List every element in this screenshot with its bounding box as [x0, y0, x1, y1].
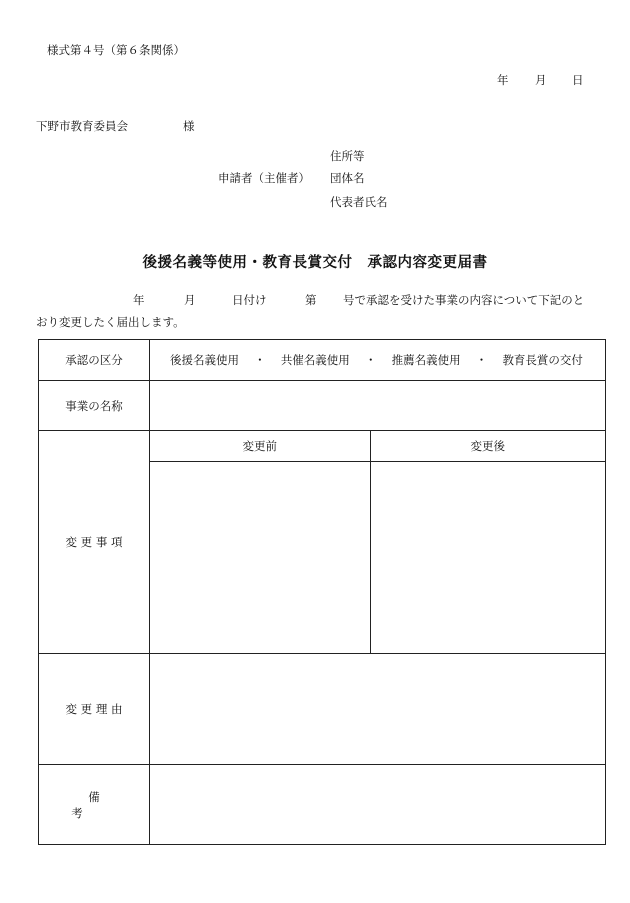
- reason-field[interactable]: [150, 654, 606, 765]
- remarks-field[interactable]: [150, 765, 606, 845]
- approval-type-koen[interactable]: 後援名義使用: [170, 353, 239, 367]
- body-month: 月: [184, 293, 196, 307]
- changes-content-row: [150, 462, 605, 654]
- changes-cell: [150, 431, 606, 654]
- changes-label: 変 更 事 項: [39, 431, 150, 654]
- approval-type-suisen[interactable]: 推薦名義使用: [391, 353, 461, 367]
- remarks-label-cell: [39, 765, 150, 845]
- changes-header-row: [150, 431, 605, 462]
- applicant-representative-label: 代表者氏名: [330, 195, 388, 209]
- body-dai: 第: [305, 293, 317, 307]
- changes-inner-table: [150, 431, 605, 653]
- before-header: 変更前: [150, 431, 370, 462]
- date-year-label: 年: [497, 73, 509, 87]
- approval-type-kyoikuchosho[interactable]: 教育長賞の交付: [502, 353, 583, 367]
- approval-types: [150, 352, 605, 368]
- before-field[interactable]: [150, 462, 370, 654]
- recipient-suffix: 様: [183, 119, 195, 133]
- separator-dot: ・: [254, 353, 266, 367]
- applicant-organization-label: 団体名: [330, 171, 365, 185]
- approval-type-kyosai[interactable]: 共催名義使用: [280, 353, 350, 367]
- body-dated: 日付け: [232, 293, 267, 307]
- body-line1-rest: 号で承認を受けた事業の内容について下記のと: [343, 293, 585, 307]
- after-field[interactable]: [370, 462, 605, 654]
- date-month-label: 月: [535, 73, 547, 87]
- event-name-field[interactable]: [150, 381, 606, 431]
- date-day-label: 日: [572, 73, 584, 87]
- applicant-label: 申請者（主催者）: [218, 171, 310, 185]
- change-form-table: [38, 339, 606, 845]
- separator-dot: ・: [364, 353, 377, 367]
- remarks-row: [39, 765, 606, 845]
- body-line2: おり変更したく届出します。: [36, 315, 185, 329]
- approval-row: [39, 340, 606, 381]
- recipient: 下野市教育委員会: [36, 119, 128, 133]
- document-title: 後援名義等使用・教育長賞交付 承認内容変更届書: [142, 254, 488, 271]
- reason-row: [39, 654, 606, 765]
- reason-label: 変 更 理 由: [39, 654, 150, 765]
- event-name-row: [39, 381, 606, 431]
- remarks-label: 備考: [71, 789, 134, 820]
- body-year: 年: [133, 293, 145, 307]
- after-header: 変更後: [370, 431, 605, 462]
- event-name-label: 事業の名称: [39, 381, 150, 431]
- applicant-address-label: 住所等: [330, 149, 365, 163]
- approval-types-cell: [150, 340, 606, 381]
- form-number: 様式第４号（第６条関係）: [47, 43, 185, 57]
- separator-dot: ・: [475, 353, 488, 367]
- approval-label: 承認の区分: [39, 340, 150, 381]
- changes-row: [39, 431, 606, 654]
